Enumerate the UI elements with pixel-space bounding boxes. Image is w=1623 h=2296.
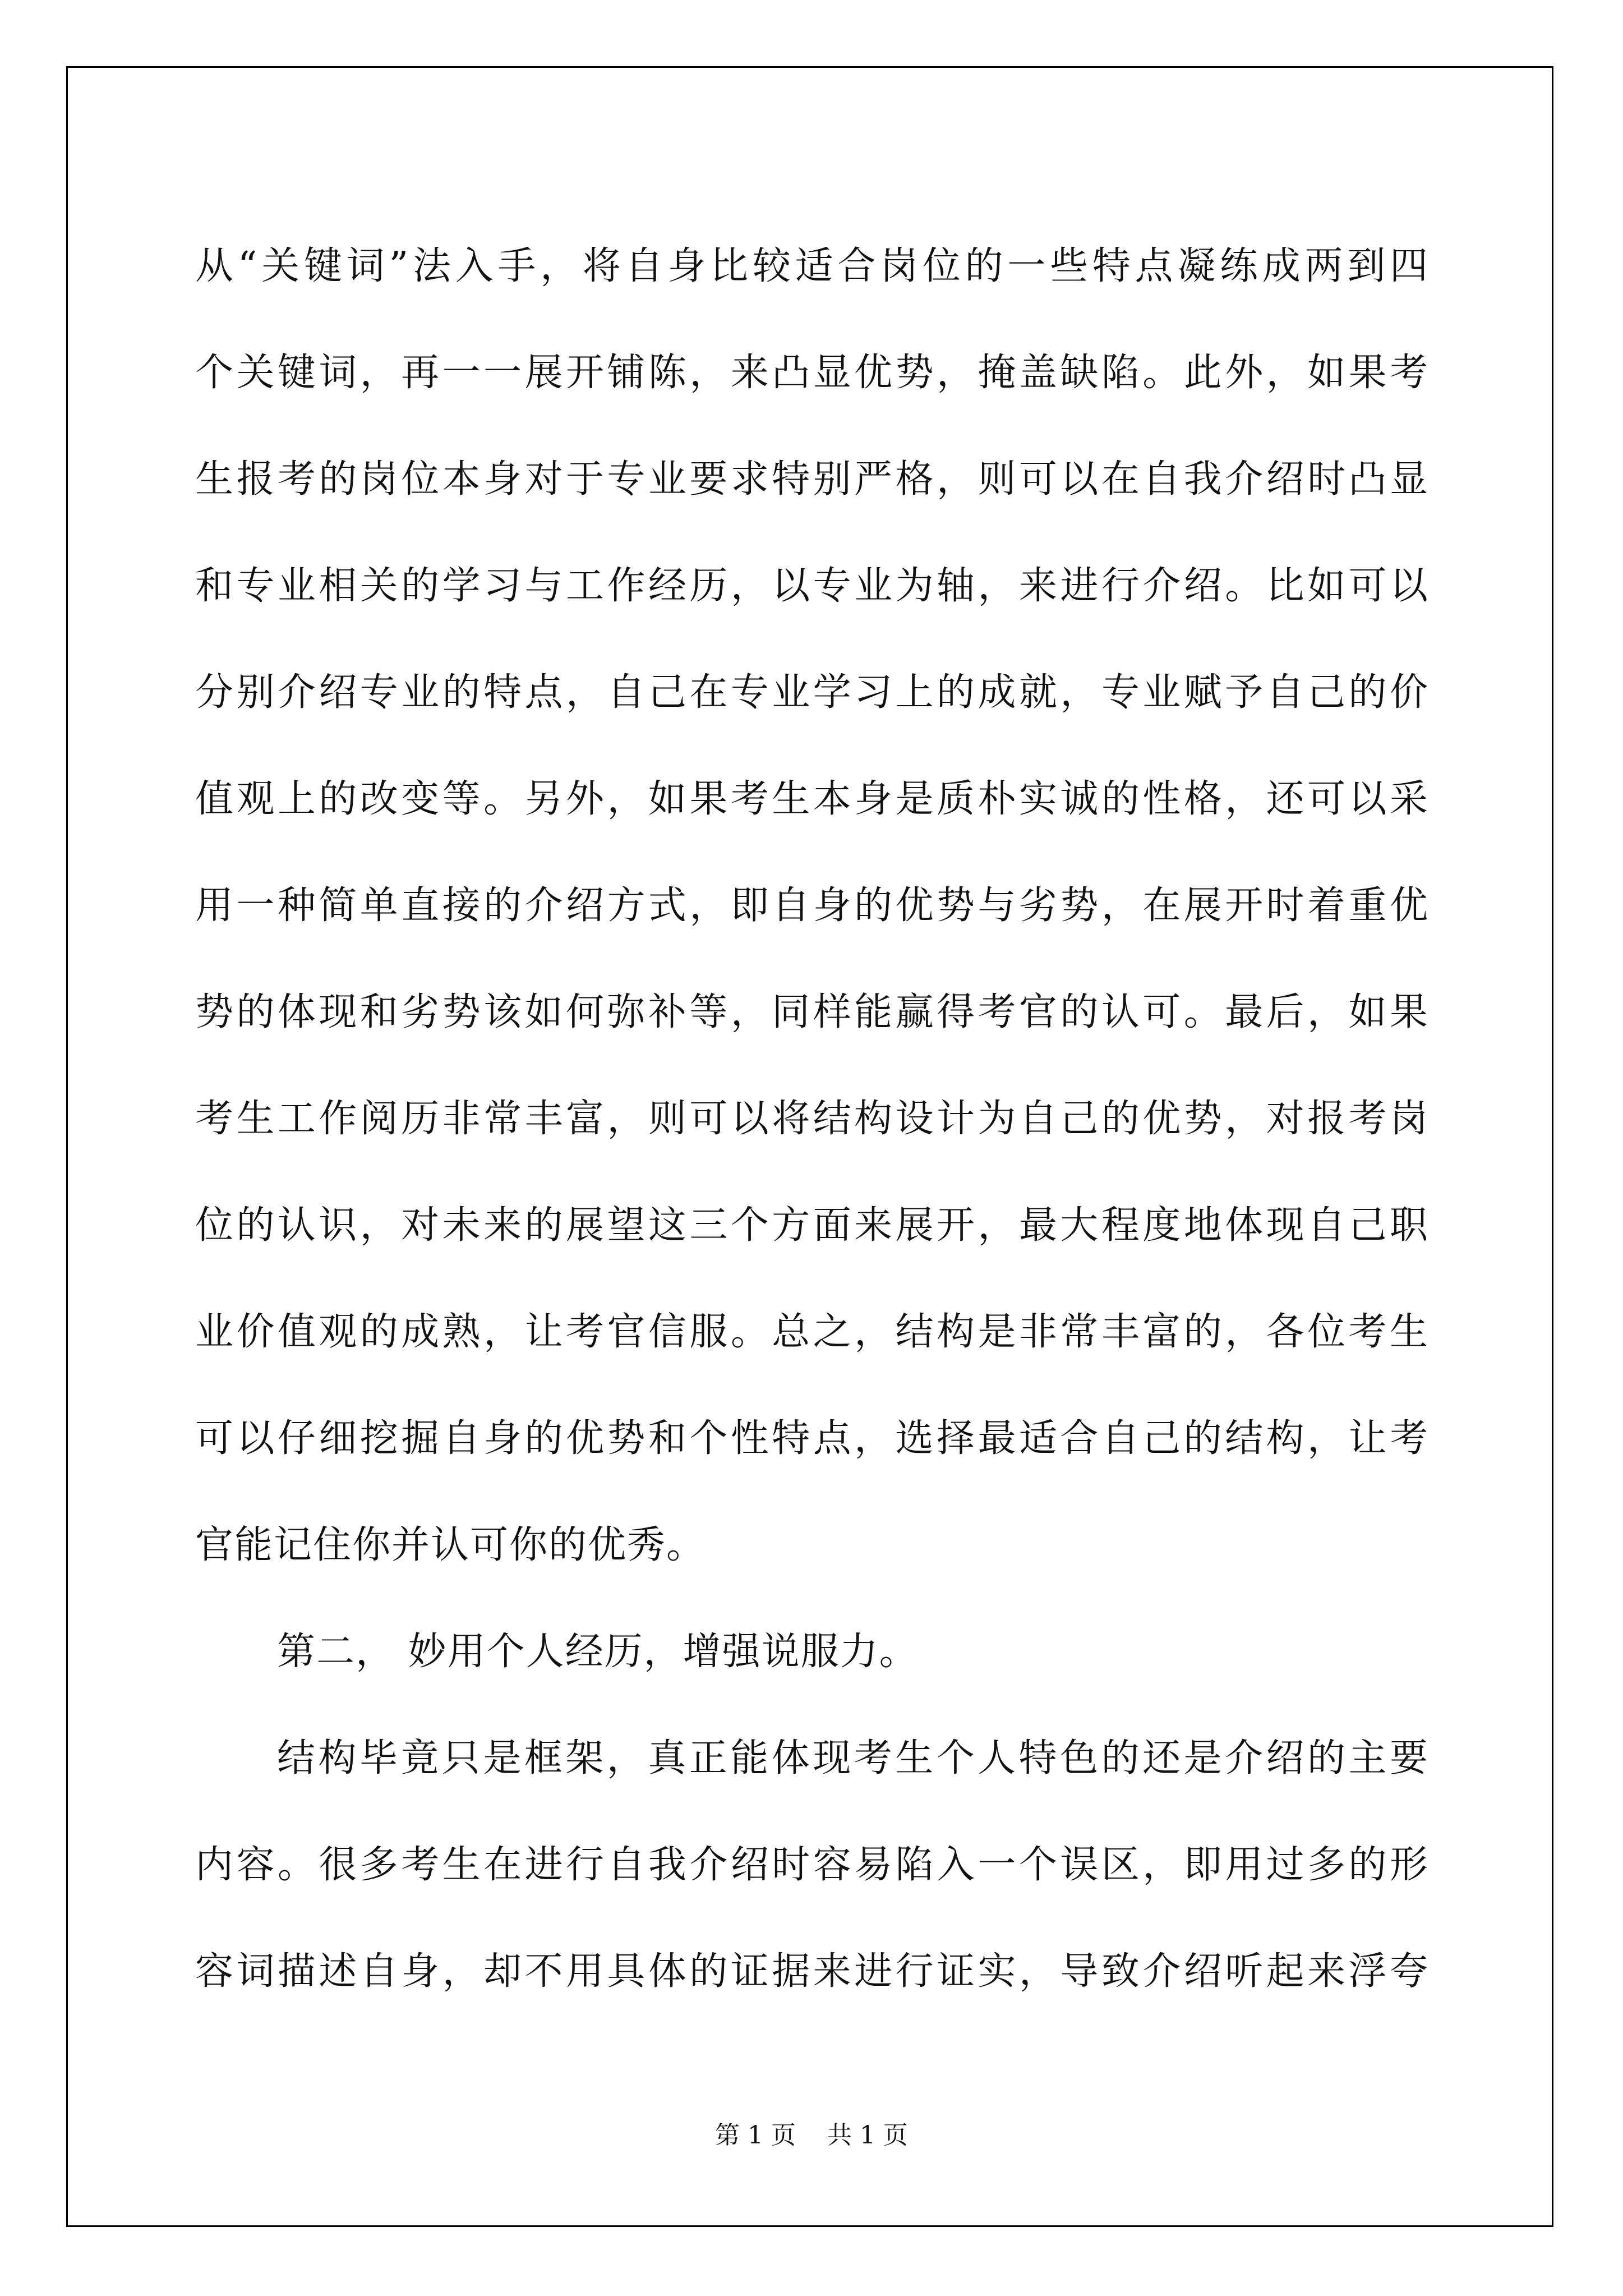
paragraph-2-heading [195, 1599, 1429, 1705]
text-line: 值观上的改变等。另外，如果考生本身是质朴实诚的性格，还可以采 [195, 777, 1429, 821]
text-line: 考生工作阅历非常丰富，则可以将结构设计为自己的优势，对报考岗 [195, 1097, 1429, 1141]
text-line: 从“关键词”法入手，将自身比较适合岗位的一些特点凝练成两到四 [195, 244, 1429, 288]
text-line: 位的认识，对未来的展望这三个方面来展开，最大程度地体现自己职 [195, 1203, 1429, 1248]
text-line: 个关键词，再一一展开铺陈，来凸显优势，掩盖缺陷。此外，如果考 [195, 351, 1429, 395]
text-line: 用一种简单直接的介绍方式，即自身的优势与劣势，在展开时着重优 [195, 884, 1429, 928]
paragraph-3 [195, 1705, 1429, 2025]
text-line: 内容。很多考生在进行自我介绍时容易陷入一个误区，即用过多的形 [195, 1843, 1429, 1887]
page-number-label: 第 1 页 共 1 页 [715, 2121, 908, 2150]
text-line: 和专业相关的学习与工作经历，以专业为轴，来进行介绍。比如可以 [195, 564, 1429, 608]
text-line: 分别介绍专业的特点，自己在专业学习上的成就，专业赋予自己的价 [195, 670, 1429, 715]
text-line: 官能记住你并认可你的优秀。 [195, 1523, 706, 1567]
paragraph-1 [195, 213, 1429, 1599]
text-line: 结构毕竟只是框架，真正能体现考生个人特色的还是介绍的主要 [277, 1736, 1429, 1780]
text-line: 势的体现和劣势该如何弥补等，同样能赢得考官的认可。最后，如果 [195, 990, 1429, 1034]
document-body [195, 213, 1429, 2025]
text-line: 生报考的岗位本身对于专业要求特别严格，则可以在自我介绍时凸显 [195, 457, 1429, 501]
section-heading: 第二， 妙用个人经历，增强说服力。 [277, 1630, 919, 1674]
text-line: 业价值观的成熟，让考官信服。总之，结构是非常丰富的，各位考生 [195, 1310, 1429, 1354]
text-line: 容词描述自身，却不用具体的证据来进行证实，导致介绍听起来浮夸 [195, 1949, 1429, 1994]
page-footer [0, 2115, 1623, 2151]
text-line: 可以仔细挖掘自身的优势和个性特点，选择最适合自己的结构，让考 [195, 1416, 1429, 1461]
